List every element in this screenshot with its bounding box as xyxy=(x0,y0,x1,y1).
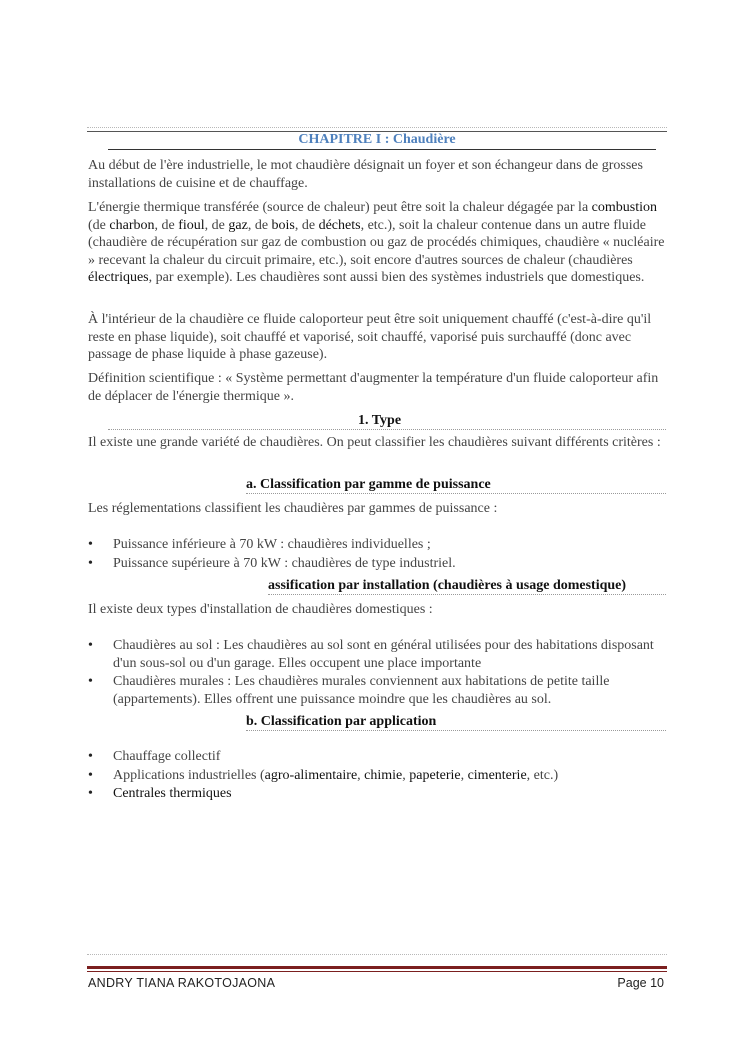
sub-a-dotted-rule xyxy=(246,493,666,494)
footer-page-number: Page 10 xyxy=(617,976,664,990)
sub-a-heading: a. Classification par gamme de puissance xyxy=(246,477,491,492)
term-bois: bois xyxy=(271,217,295,233)
p2-text-b: (de xyxy=(88,217,110,233)
sub-b-heading: b. Classification par application xyxy=(246,714,437,729)
list-item xyxy=(88,555,666,573)
list-item-text: Chaudières murales : Les chaudières murales conviennent aux habitations de petite taille (appartements). Elles offrent une puissance moindre que les chaudières au sol. xyxy=(113,674,610,707)
footer-author: ANDRY TIANA RAKOTOJAONA xyxy=(88,976,276,990)
p2-text-d: , de xyxy=(204,217,229,233)
list-item xyxy=(88,767,666,785)
bullet-icon: • xyxy=(88,674,93,689)
sub-a-text: Les réglementations classifient les chaudières par gammes de puissance : xyxy=(88,501,498,516)
bullet-icon: • xyxy=(88,749,93,764)
chapter-title-underline xyxy=(108,149,656,150)
sub-b-list xyxy=(88,748,666,804)
header-rule-dotted xyxy=(87,127,667,128)
item2-text-a: Applications industrielles ( xyxy=(113,767,265,783)
intro-paragraph-3: À l'intérieur de la chaudière ce fluide caloporteur peut être soit uniquement chauffé (c'est-à-dire qu'il reste en phase liquide), soit chauffé et vaporisé, soit chauffé, vaporisé puis surchauffé (donc avec passage de phase liquide à phase gazeuse). xyxy=(88,312,652,362)
p2-text-f: , de xyxy=(294,217,319,233)
bullet-icon: • xyxy=(88,786,93,801)
sub-installation-dotted-rule xyxy=(268,594,666,595)
intro-paragraph-1: Au début de l'ère industrielle, le mot chaudière désignait un foyer et son échangeur dans de grosses installations de cuisine et de chauffage. xyxy=(88,158,643,191)
p2-text-h: , par exemple). Les chaudières sont aussi bien des systèmes industriels que domestiques. xyxy=(148,270,645,285)
list-item-text: Chaudières au sol : Les chaudières au sol sont en général utilisées pour des habitations disposant d'un sous-sol ou d'un garage. Elles occupent une place importante xyxy=(113,638,654,671)
sub-b-dotted-rule xyxy=(246,730,666,731)
term-papeterie: papeterie xyxy=(409,767,461,783)
footer-rule-thin xyxy=(87,971,667,972)
list-item-text: Puissance supérieure à 70 kW : chaudières de type industriel. xyxy=(113,555,456,571)
sub-installation-heading: assification par installation (chaudières à usage domestique) xyxy=(268,578,627,593)
list-item xyxy=(88,536,666,554)
section-type-text: Il existe une grande variété de chaudières. On peut classifier les chaudières suivant différents critères : xyxy=(88,435,661,450)
p2-text-c: , de xyxy=(154,217,179,233)
term-electriques: électriques xyxy=(88,270,149,285)
list-item xyxy=(88,748,666,766)
item2-text-c: , xyxy=(402,767,410,783)
list-item-text: Chauffage collectif xyxy=(113,749,221,764)
term-chimie: chimie xyxy=(364,767,403,783)
bullet-icon: • xyxy=(88,767,93,783)
footer-rule-thick xyxy=(87,966,667,969)
item2-text-e: , etc.) xyxy=(526,767,559,783)
list-item-text: Centrales thermiques xyxy=(113,786,232,801)
section-type-dotted-rule xyxy=(108,429,666,430)
section-type-heading: 1. Type xyxy=(358,413,402,428)
sub-installation-list xyxy=(88,637,666,709)
bullet-icon: • xyxy=(88,555,93,571)
item2-text-d: , xyxy=(460,767,468,783)
list-item xyxy=(88,637,666,672)
term-charbon: charbon xyxy=(109,217,155,233)
term-combustion: combustion xyxy=(591,200,658,215)
term-gaz: gaz xyxy=(228,217,248,233)
definition-paragraph: Définition scientifique : « Système permettant d'augmenter la température d'un fluide caloporteur afin de déplacer de l'énergie thermique ». xyxy=(88,371,659,404)
chapter-title: CHAPITRE I : Chaudière xyxy=(298,132,456,147)
sub-a-list xyxy=(88,536,666,573)
p2-text-g: , etc.), soit la chaleur contenue dans un autre fluide (chaudière de récupération sur gaz de combustion ou gaz de procédés chimiques, chaudière « nucléaire » recevant la chaleur du circuit primaire, etc.), soit encore d'autres sources de chaleur (chaudières xyxy=(88,217,665,268)
p2-text-e: , de xyxy=(247,217,272,233)
list-item xyxy=(88,785,666,803)
intro-paragraph-2 xyxy=(88,199,666,287)
p2-text-a: L'énergie thermique transférée (source de chaleur) peut être soit la chaleur dégagée par la xyxy=(88,200,592,215)
sub-installation-text: Il existe deux types d'installation de chaudières domestiques : xyxy=(88,602,433,617)
bullet-icon: • xyxy=(88,537,93,552)
footer-rule-dotted xyxy=(87,954,667,955)
term-agro-alimentaire: agro-alimentaire xyxy=(264,767,358,783)
list-item-text: Puissance inférieure à 70 kW : chaudières individuelles ; xyxy=(113,537,431,552)
term-fioul: fioul xyxy=(178,217,205,233)
term-dechets: déchets xyxy=(318,217,361,233)
term-cimenterie: cimenterie xyxy=(467,767,527,783)
item2-text-b: , xyxy=(357,767,365,783)
list-item xyxy=(88,673,666,708)
bullet-icon: • xyxy=(88,638,93,653)
